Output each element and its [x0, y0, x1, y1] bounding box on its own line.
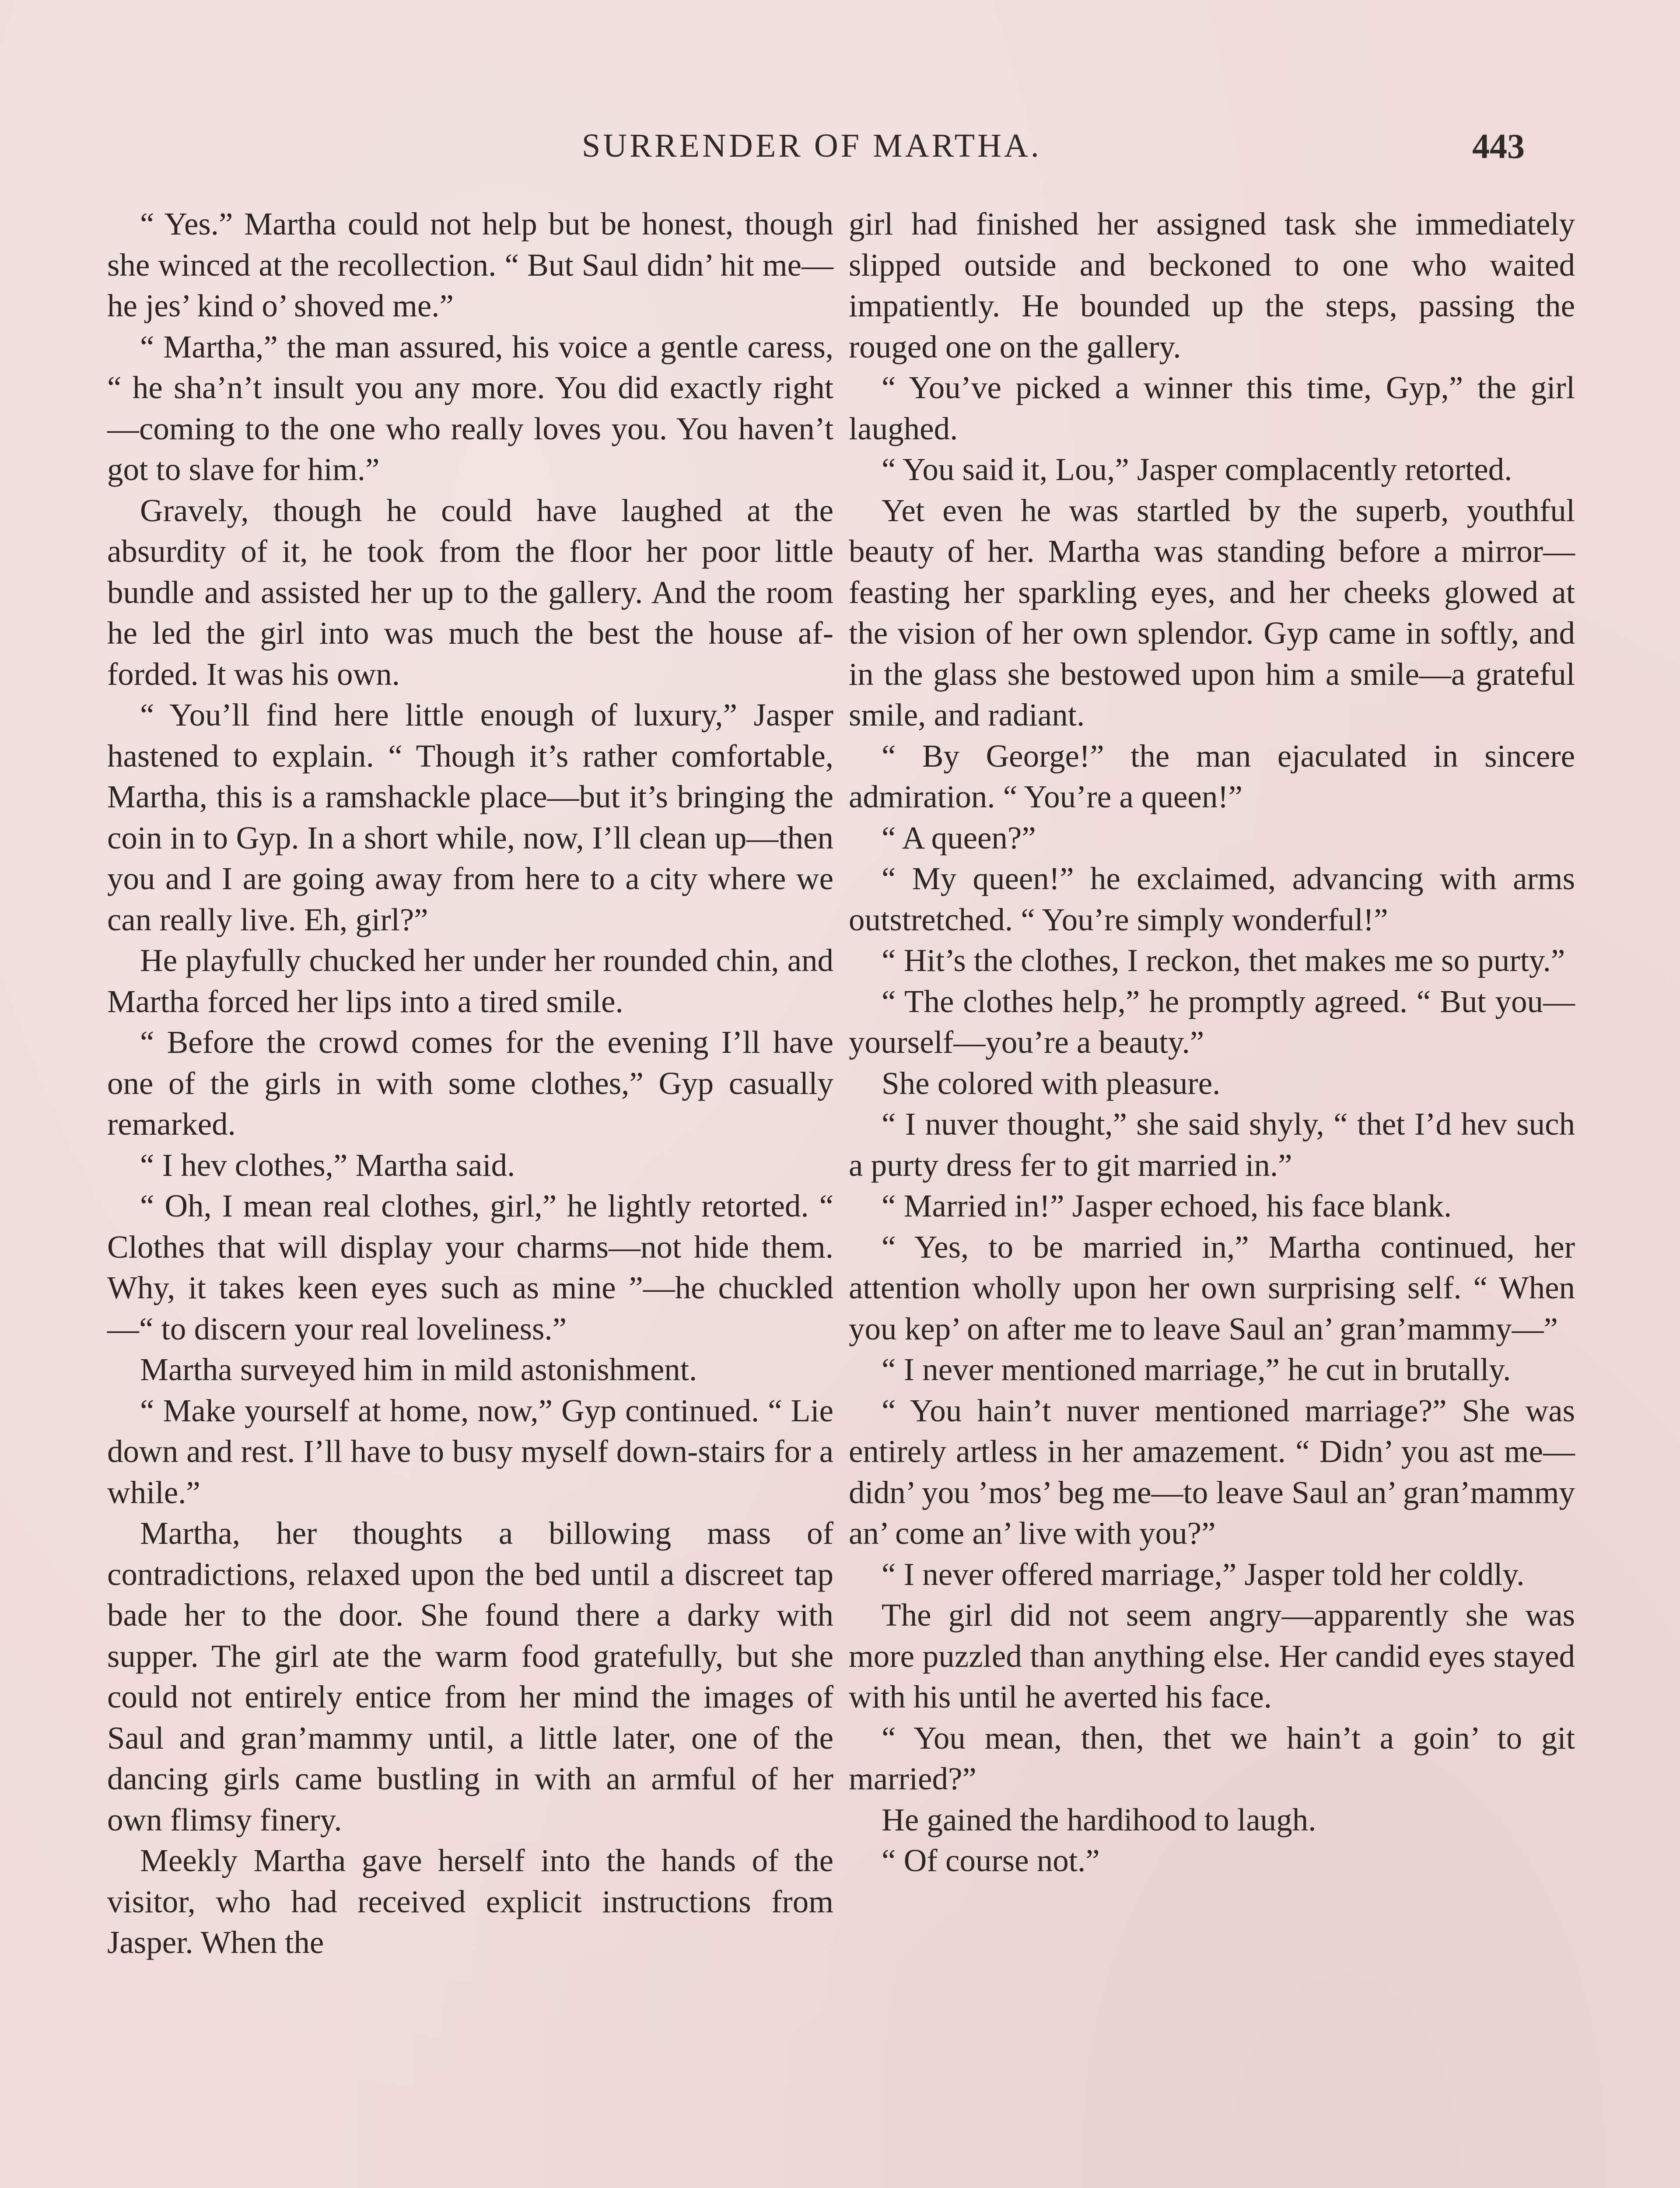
paragraph: “ I never offered marriage,” Jasper told her coldly.	[882, 1556, 1525, 1592]
running-title: SURRENDER OF MARTHA.	[582, 127, 1042, 164]
paragraph: “ You hain’t nuver mentioned marriage?” She was entirely artless in her amazement. “ Didn’ you ast me—didn’ you ’mos’ beg me—to leave Saul an’ gran’mammy an’ come an’ live with you?”	[849, 1392, 1575, 1551]
right-column	[849, 203, 1575, 1881]
paragraph: “ You said it, Lou,” Jasper complacently retorted.	[882, 452, 1512, 487]
paragraph: “ The clothes help,” he promptly agreed. “ But you—yourself—you’re a beauty.”	[849, 983, 1575, 1060]
paragraph: Gravely, though he could have laughed at the absurdity of it, he took from the floor her poor little bundle and assisted her up to the gallery. And the room he led the girl into was much the best the house afforded. It was his own.	[107, 492, 833, 692]
paragraph: Yet even he was startled by the superb, youthful beauty of her. Martha was standing before a mirror—feasting her sparkling eyes, and her cheeks glowed at the vision of her own splendor. Gyp came in softly, and in the glass she bestowed upon him a smile—a grateful smile, and radiant.	[849, 492, 1575, 733]
paragraph: She colored with pleasure.	[882, 1065, 1221, 1101]
page-number: 443	[1472, 127, 1525, 166]
paragraph: “ Of course not.”	[882, 1843, 1100, 1878]
left-column	[107, 203, 833, 1963]
paragraph: “ You’ve picked a winner this time, Gyp,” the girl laughed.	[849, 370, 1575, 446]
paragraph: “ By George!” the man ejaculated in sincere admiration. “ You’re a queen!”	[849, 738, 1575, 814]
paragraph-continuation: girl had finished her assigned task she immediately slipped outside and beckoned to one who waited impatiently. He bounded up the steps, passing the rouged one on the gallery.	[849, 206, 1575, 365]
paragraph: “ Before the crowd comes for the evening I’ll have one of the girls in with some clothes,” Gyp casually remarked.	[107, 1024, 833, 1142]
paragraph: Meekly Martha gave herself into the hands of the visitor, who had received explicit instructions from Jasper. When the	[107, 1843, 833, 1960]
paragraph: “ I nuver thought,” she said shyly, “ thet I’d hev such a purty dress fer to git married in.”	[849, 1106, 1575, 1183]
paragraph: “ I hev clothes,” Martha said.	[140, 1147, 515, 1183]
paragraph: “ You mean, then, thet we hain’t a goin’ to git married?”	[849, 1720, 1575, 1796]
paragraph: “ Yes, to be married in,” Martha continued, her attention wholly upon her own surprising self. “ When you kep’ on after me to leave Saul an’ gran’mammy—”	[849, 1229, 1575, 1346]
paragraph: “ My queen!” he exclaimed, advancing with arms outstretched. “ You’re simply wonderful!”	[849, 861, 1575, 937]
paragraph: “ Yes.” Martha could not help but be honest, though she winced at the recollection. “ But Saul didn’ hit me—he jes’ kind o’ shoved me.”	[107, 206, 833, 323]
paragraph: “ Oh, I mean real clothes, girl,” he lightly retorted. “ Clothes that will display your charms—not hide them. Why, it takes keen eyes such as mine ”—he chuckled—“ to discern your real loveliness.”	[107, 1188, 833, 1346]
paragraph: “ A queen?”	[882, 820, 1036, 856]
paragraph: He gained the hardihood to laugh.	[882, 1802, 1316, 1837]
paragraph: Martha, her thoughts a billowing mass of contradictions, relaxed upon the bed until a discreet tap bade her to the door. She found there a darky with supper. The girl ate the warm food gratefully, but she could not entirely entice from her mind the images of Saul and gran’mammy until, a little later, one of the dancing girls came bustling in with an armful of her own flimsy finery.	[107, 1515, 833, 1837]
paragraph: The girl did not seem angry—apparently she was more puzzled than anything else. Her candid eyes stayed with his until he averted his face.	[849, 1597, 1575, 1715]
paragraph: Martha surveyed him in mild astonishment.	[140, 1352, 697, 1387]
paragraph: “ Hit’s the clothes, I reckon, thet makes me so purty.”	[882, 943, 1565, 978]
paragraph: “ I never mentioned marriage,” he cut in brutally.	[882, 1352, 1511, 1387]
paragraph: He playfully chucked her under her rounded chin, and Martha forced her lips into a tired smile.	[107, 943, 833, 1019]
paragraph: “ Make yourself at home, now,” Gyp continued. “ Lie down and rest. I’ll have to busy myself down-stairs for a while.”	[107, 1392, 833, 1510]
paragraph: “ Martha,” the man assured, his voice a gentle caress, “ he sha’n’t insult you any more. You did exactly right—coming to the one who really loves you. You haven’t got to slave for him.”	[107, 329, 833, 487]
paragraph: “ You’ll find here little enough of luxury,” Jasper hastened to explain. “ Though it’s rather comfortable, Martha, this is a ramshackle place—but it’s bringing the coin in to Gyp. In a short while, now, I’ll clean up—then you and I are going away from here to a city where we can really live. Eh, girl?”	[107, 697, 833, 937]
paragraph: “ Married in!” Jasper echoed, his face blank.	[882, 1188, 1452, 1224]
